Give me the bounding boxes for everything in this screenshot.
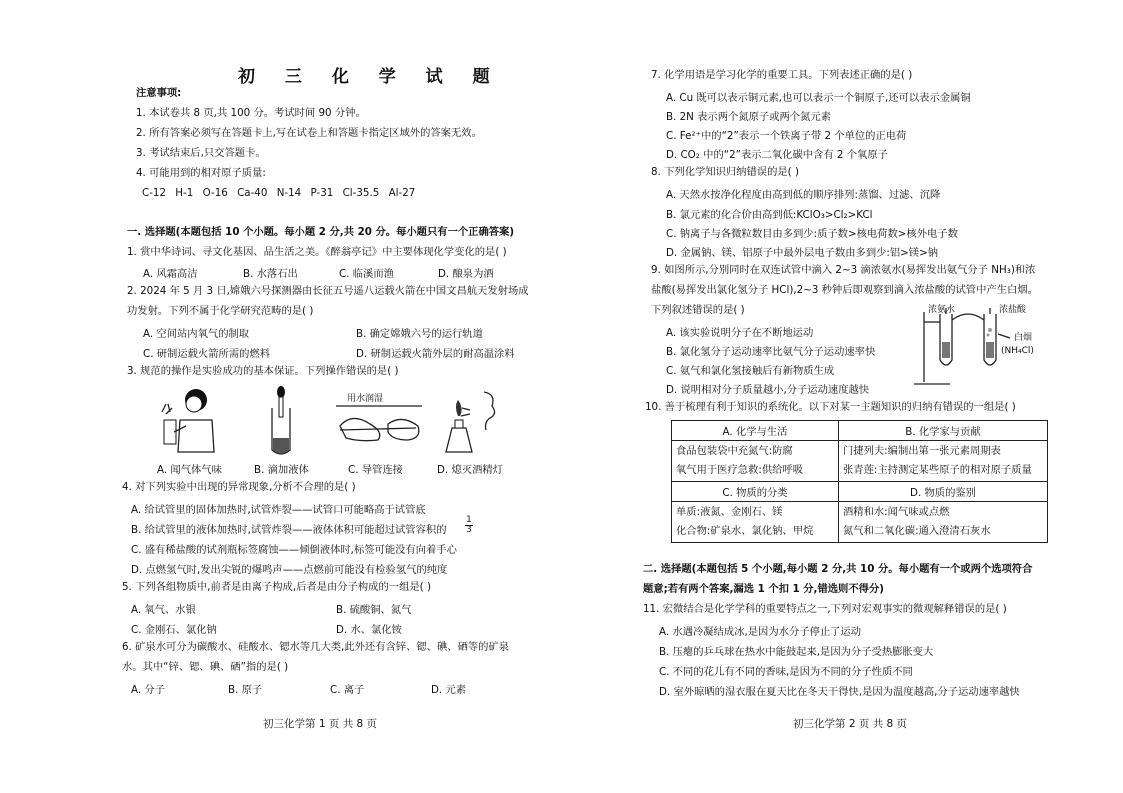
q5-option-a: A. 氧气、水银 (131, 604, 196, 616)
q9-stem-line-2: 盐酸(易挥发出氯化氢分子 HCl),2~3 秒钟后即观察到滴入浓盐酸的试管中产生白烟。 (651, 284, 1038, 296)
table-line: 氧气用于医疗急救:供给呼吸 (676, 464, 804, 476)
q4-stem: 4. 对下列实验中出现的异常现象,分析不合理的是( ) (122, 481, 356, 493)
atomic-mass: Cl-35.5 (342, 187, 380, 199)
q2-option-c: C. 研制运载火箭所需的燃料 (143, 348, 271, 360)
q6-option-a: A. 分子 (131, 684, 166, 696)
q4-option-c: C. 盛有稀盐酸的试剂瓶标签腐蚀——倾倒液体时,标签可能没有向着手心 (131, 544, 457, 556)
notice-item-1: 1. 本试卷共 8 页,共 100 分。考试时间 90 分钟。 (136, 107, 366, 119)
q9-stem-line-3: 下列叙述错误的是( ) (651, 304, 745, 316)
q6-stem-line-2: 水。其中“锌、锶、碘、硒”指的是( ) (122, 661, 289, 673)
q2-option-a: A. 空间站内氧气的制取 (143, 328, 250, 340)
atomic-mass: H-1 (175, 187, 194, 199)
q7-option-a: A. Cu 既可以表示铜元素,也可以表示一个铜原子,还可以表示金属铜 (666, 92, 971, 104)
table-line: 酒精和水:闻气味或点燃 (843, 506, 950, 518)
q11-option-b: B. 压瘪的乒乓球在热水中能鼓起来,是因为分子受热膨胀变大 (659, 646, 934, 658)
q8-option-a: A. 天然水按净化程度由高到低的顺序排列:蒸馏、过滤、沉降 (666, 189, 941, 201)
q2-stem-line-2: 功发射。下列不属于化学研究范畴的是( ) (127, 305, 314, 317)
q3-figure-label: 用水润湿 (347, 394, 384, 404)
q8-option-d: D. 金属钠、镁、铝原子中最外层电子数由多到少:铝>镁>钠 (666, 247, 939, 259)
q8-option-c: C. 钠离子与各微粒数目由多到少:质子数>核电荷数>核外电子数 (666, 228, 958, 240)
atomic-mass: P-31 (310, 187, 334, 199)
q1-option-b: B. 水落石出 (243, 268, 298, 280)
q4-option-a: A. 给试管里的固体加热时,试管炸裂——试管口可能略高于试管底 (131, 504, 426, 516)
atomic-mass: C-12 (142, 187, 167, 199)
section-1-heading: 一. 选择题(本题包括 10 个小题。每小题 2 分,共 20 分。每小题只有一个正确答案) (127, 226, 515, 238)
q1-option-c: C. 临溪而渔 (339, 268, 394, 280)
q1-option-d: D. 酿泉为酒 (438, 268, 494, 280)
q5-option-b: B. 硫酸铜、氮气 (336, 604, 412, 616)
table-line: 张青莲:主持测定某些原子的相对原子质量 (843, 464, 1032, 476)
notice-heading: 注意事项: (136, 87, 182, 99)
q7-stem: 7. 化学用语是学习化学的重要工具。下列表述正确的是( ) (651, 69, 913, 81)
table-line: 食品包装袋中充氮气:防腐 (676, 445, 793, 457)
q11-option-c: C. 不同的花儿有不同的香味,是因为不同的分子性质不同 (659, 666, 913, 678)
exam-title: 初 三 化 学 试 题 (238, 67, 502, 87)
fig-label-white-smoke: 白烟 (1014, 333, 1033, 343)
atomic-mass: Ca-40 (237, 187, 268, 199)
knowledge-summary-table (671, 420, 1048, 543)
table-line: 门捷列夫:编制出第一张元素周期表 (843, 445, 1001, 457)
q7-option-b: B. 2N 表示两个氮原子或两个氮元素 (666, 111, 831, 123)
table-line: 单质:液氮、金刚石、镁 (676, 506, 783, 518)
page-2-footer: 初三化学第 2 页 共 8 页 (793, 718, 908, 730)
dropper-illustration (272, 386, 290, 454)
q9-stem-line-1: 9. 如图所示,分别同时在双连试管中滴入 2~3 滴浓氨水(易挥发出氨气分子 NH₃)和浓 (651, 264, 1036, 276)
section-2-heading-line-2: 题意;若有两个答案,漏选 1 个扣 1 分,错选则不得分) (643, 583, 884, 595)
q9-option-d: D. 说明相对分子质量越小,分子运动速度越快 (666, 384, 870, 396)
table-cell-d (839, 502, 1048, 543)
q6-option-d: D. 元素 (431, 684, 467, 696)
table-header-d: D. 物质的鉴别 (839, 482, 1048, 502)
q9-option-c: C. 氨气和氯化氢接触后有新物质生成 (666, 365, 835, 377)
q2-option-d: D. 研制运载火箭外层的耐高温涂料 (356, 348, 515, 360)
q7-option-d: D. CO₂ 中的“2”表示二氧化碳中含有 2 个氧原子 (666, 149, 888, 161)
q3-stem: 3. 规范的操作是实验成功的基本保证。下列操作错误的是( ) (127, 365, 399, 377)
table-line: 氮气和二氧化碳:通入澄清石灰水 (843, 525, 991, 537)
fig-label-nh4cl: (NH₄Cl) (1001, 346, 1034, 356)
q11-option-a: A. 水遇冷凝结成冰,是因为水分子停止了运动 (659, 626, 862, 638)
q11-option-d: D. 室外晾晒的湿衣服在夏天比在冬天干得快,是因为温度越高,分子运动速率越快 (659, 686, 1020, 698)
q1-stem: 1. 赏中华诗词、寻文化基因、品生活之美。《醉翁亭记》中主要体现化学变化的是( ) (127, 246, 507, 258)
notice-item-2: 2. 所有答案必须写在答题卡上,写在试卷上和答题卡指定区域外的答案无效。 (136, 127, 482, 139)
alcohol-lamp-illustration (446, 392, 495, 452)
q3-option-b: B. 滴加液体 (254, 464, 309, 476)
smell-gas-illustration (162, 389, 214, 452)
notice-item-3: 3. 考试结束后,只交答题卡。 (136, 147, 266, 159)
q5-option-d: D. 水、氯化铵 (336, 624, 402, 636)
q3-option-d: D. 熄灭酒精灯 (437, 464, 503, 476)
q8-stem: 8. 下列化学知识归纳错误的是( ) (651, 166, 799, 178)
q6-option-b: B. 原子 (228, 684, 263, 696)
q3-option-c: C. 导管连接 (348, 464, 403, 476)
q4-option-b: B. 给试管里的液体加热时,试管炸裂——液体体积可能超过试管容积的 (131, 524, 447, 536)
q5-option-c: C. 金刚石、氯化钠 (131, 624, 217, 636)
fig-label-hydrochloric-acid: 浓盐酸 (999, 305, 1027, 315)
table-cell-a (672, 441, 839, 482)
table-cell-c (672, 502, 839, 543)
q3-figures (140, 382, 510, 458)
fig-label-ammonia: 浓氨水 (928, 305, 956, 315)
table-header-b: B. 化学家与贡献 (839, 421, 1048, 441)
fraction-one-third: 1 3 (466, 515, 472, 535)
section-2-heading-line-1: 二. 选择题(本题包括 5 个小题,每小题 2 分,共 10 分。每小题有一个或两个选项符合 (643, 563, 1033, 575)
q2-stem-line-1: 2. 2024 年 5 月 3 日,嫦娥六号探测器由长征五号遥八运载火箭在中国文昌航天发射场成 (127, 285, 529, 297)
table-header-a: A. 化学与生活 (672, 421, 839, 441)
q2-option-b: B. 确定嫦娥六号的运行轨道 (356, 328, 483, 340)
atomic-mass-list (142, 187, 421, 200)
q7-option-c: C. Fe²⁺中的“2”表示一个铁离子带 2 个单位的正电荷 (666, 130, 907, 142)
tube-connection-illustration (336, 406, 422, 441)
q8-option-b: B. 氯元素的化合价由高到低:KClO₃>Cl₂>KCl (666, 209, 873, 221)
q9-option-a: A. 该实验说明分子在不断地运动 (666, 327, 814, 339)
atomic-mass: Al-27 (388, 187, 416, 199)
q6-stem-line-1: 6. 矿泉水可分为碳酸水、硅酸水、锶水等几大类,此外还有含锌、锶、碘、硒等的矿泉 (122, 641, 510, 653)
table-header-c: C. 物质的分类 (672, 482, 839, 502)
q5-stem: 5. 下列各组物质中,前者是由离子构成,后者是由分子构成的一组是( ) (122, 581, 431, 593)
q6-option-c: C. 离子 (330, 684, 365, 696)
q4-option-d: D. 点燃氢气时,发出尖锐的爆鸣声——点燃前可能没有检验氢气的纯度 (131, 564, 448, 576)
page-1-footer: 初三化学第 1 页 共 8 页 (263, 718, 378, 730)
q11-stem: 11. 宏微结合是化学学科的重要特点之一,下列对宏观事实的微观解释错误的是( ) (643, 603, 1007, 615)
atomic-mass: O-16 (202, 187, 228, 199)
atomic-mass: N-14 (276, 187, 302, 199)
q10-stem: 10. 善于梳理有利于知识的系统化。以下对某一主题知识的归纳有错误的一组是( ) (645, 401, 1016, 413)
q3-option-a: A. 闻气体气味 (157, 464, 222, 476)
table-cell-b (839, 441, 1048, 482)
q9-option-b: B. 氯化氢分子运动速率比氨气分子运动速率快 (666, 346, 876, 358)
notice-item-4: 4. 可能用到的相对原子质量: (136, 167, 266, 179)
q1-option-a: A. 风霜高洁 (143, 268, 198, 280)
table-line: 化合物:矿泉水、氯化钠、甲烷 (676, 525, 814, 537)
